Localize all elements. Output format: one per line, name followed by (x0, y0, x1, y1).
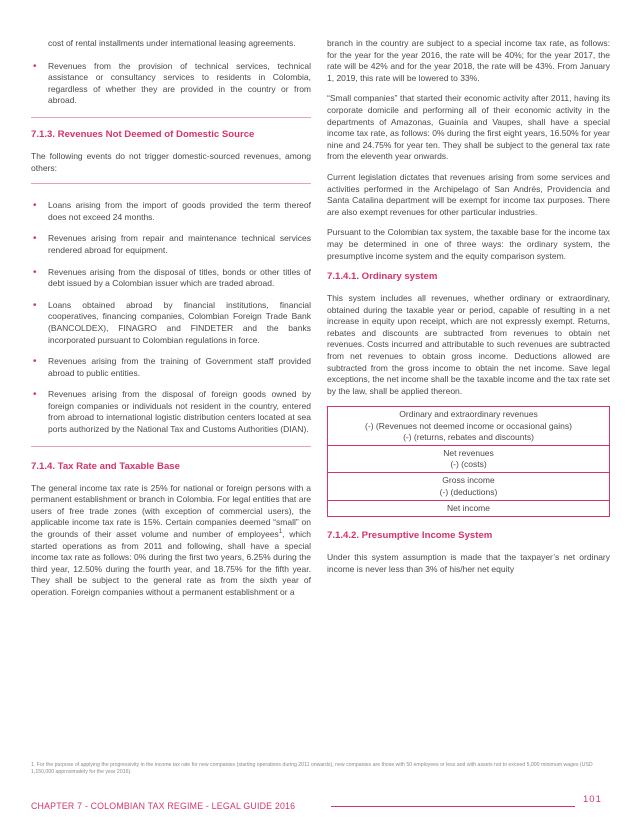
footer-divider (331, 806, 575, 807)
flow-row-gross-income: Gross income (-) (deductions) (328, 472, 609, 499)
bullet-icon: • (33, 356, 37, 368)
paragraph: Current legislation dictates that revenues arising from some services and activities performed in the Archipelago of San Andrés, Providencia and Santa Catalina department will be exempt for income tax purposes. There are also exempt revenues for other particular industries. (327, 171, 610, 217)
list-item: • Revenues from the provision of technical services, technical assistance or consultancy services to residents in Colombia, regardless of whether they are provided in the country or from abroad. (33, 60, 311, 106)
paragraph: Under this system assumption is made that the taxpayer’s net ordinary income is never less than 3% of his/her net equity (327, 552, 610, 574)
flow-row-revenues: Ordinary and extraordinary revenues (-) (Revenues not deemed income or occasional gains) (-) (returns, rebates and discounts) (365, 409, 572, 442)
page-number: 101 (583, 794, 602, 805)
bullet-icon: • (33, 60, 37, 72)
bullet-icon: • (33, 389, 37, 401)
flow-row-net-income: Net income (328, 500, 609, 516)
section-divider (31, 183, 311, 184)
right-column (327, 38, 610, 584)
bullet-icon: • (33, 299, 37, 311)
footnote: 1. For the purpose of applying the progressivity in the income tax rate for new companies (starting operations during 2011 onwards), new companies are those with 50 employees or less and with assets not to exceed 5,000 minimum wages (USD 1,150,000 approximately for the year 2016). (31, 762, 593, 775)
left-column (31, 38, 311, 608)
continued-bullet-text: cost of rental installments under international leasing agreements. (48, 38, 296, 48)
list-item: • Loans obtained abroad by financial institutions, financial cooperatives, financing companies, Colombian Foreign Trade Bank (BANCOLDEX), FINAGRO and FINDETER and the banks incorporated pursuant to Colombian regulations in force. (33, 299, 311, 345)
chapter-footer: CHAPTER 7 - COLOMBIAN TAX REGIME - LEGAL GUIDE 2016 (31, 801, 296, 811)
bullet-icon: • (33, 266, 37, 278)
tax-rate-paragraph: The general income tax rate is 25% for national or foreign persons with a permanent establishment or branch in Colombia. For legal entities that are users of free trade zones (with exception of commercial users), the applicable income tax rate is 15%. Certain companies deemed “small” on the grounds of their asset volume and number of employees$^1$, which started operations as from 2011 and following, shall have a special income tax rate as follows: 0% during the first two years, 6.25% during the third year, 12.50% during the fourth year, and 18.75% for the fifth year. They shall be subject to the general rate as from the sixth year of operation. Foreign companies without a permanent establishment or a (31, 482, 311, 597)
section-heading-714: 7.1.4. Tax Rate and Taxable Base (31, 460, 180, 472)
bullet-icon: • (33, 233, 37, 245)
paragraph: “Small companies” that started their economic activity after 2011, having its corporate domicile and performing all of their economic activity in the departments of Amazonas, Guainía and Vaupes, shall have a special income tax rate, as follows: 0% during the first eight years, 16.50% for year nine and 24.75% for year ten. They shall be subject to the general tax rate from the eleventh year onwards. (327, 93, 610, 162)
section-heading-7141: 7.1.4.1. Ordinary system (327, 271, 438, 283)
paragraph: branch in the country are subject to a special income tax rate, as follows: for the year for the year 2016, the rate will be 40%; for the year 2017, the rate will be 42% and for the year 2018, the rate will be 43%. From January 1, 2019, this rate will be lowered to 33%. (327, 38, 610, 83)
list-item: • Revenues arising from the training of Government staff provided abroad to public entities. (33, 356, 311, 378)
section-divider (31, 117, 311, 118)
list-item: • Revenues arising from the disposal of titles, bonds or other titles of debt issued by a Colombian issuer which are traded abroad. (33, 266, 311, 289)
bullet-list-non-domestic (31, 200, 311, 436)
section-heading-713: 7.1.3. Revenues Not Deemed of Domestic Source (31, 128, 255, 140)
income-flow-table (327, 406, 610, 517)
list-item: • Revenues arising from the disposal of foreign goods owned by foreign companies or individuals not resident in the country, entered from abroad to international logistic distribution centers located at sea ports authorized by the National Tax and Customs Authorities (DIAN). (33, 389, 311, 435)
list-item: • Revenues arising from repair and maintenance technical services rendered abroad for equipment. (33, 233, 311, 255)
list-item: • Loans arising from the import of goods provided the term thereof does not exceed 24 months. (33, 200, 311, 222)
section-intro: The following events do not trigger domestic-sourced revenues, among others: (31, 150, 311, 173)
footnote-marker: 1 (278, 529, 283, 536)
section-heading-7142: 7.1.4.2. Presumptive Income System (327, 530, 493, 542)
bullet-icon: • (33, 200, 37, 212)
paragraph: This system includes all revenues, whether ordinary or extraordinary, obtained during the taxable year or period, capable of resulting in a net increase in equity upon receipt, which are not expressly exempt. Returns, rebates and discounts are subtracted from revenues to obtain net revenues. Costs incurred and attributable to such revenues are subtracted from net revenues to obtain gross income. Deductions allowed are subtracted from the gross income to obtain the net income. Save legal exceptions, the net income shall be the taxable income and the tax rate set by the law, shall be applied thereon. (327, 293, 610, 396)
section-divider (31, 446, 311, 447)
flow-row-net-revenues: Net revenues (-) (costs) (328, 445, 609, 472)
bullet-list-sources (31, 61, 311, 107)
paragraph: Pursuant to the Colombian tax system, the taxable base for the income tax may be determined in one of three ways: the ordinary system, the presumptive income system and the equity comparison system. (327, 227, 610, 261)
